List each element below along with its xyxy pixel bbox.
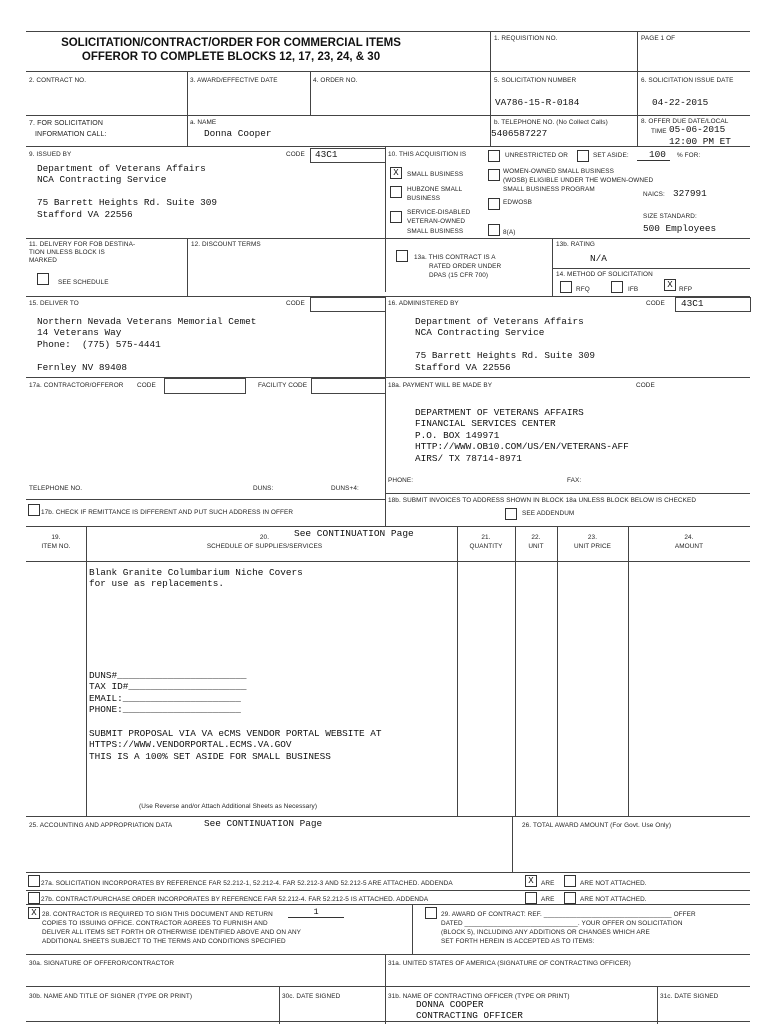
facility-code-label: FACILITY CODE — [258, 382, 308, 389]
offer-due-label: 8. OFFER DUE DATE/LOCAL — [641, 118, 729, 125]
payment-label: 18a. PAYMENT WILL BE MADE BY — [388, 382, 493, 389]
payment-line: HTTP://WWW.OB10.COM/US/EN/VETERANS-AFF — [415, 441, 629, 453]
solicitation-no: VA786-15-R-0184 — [495, 97, 580, 108]
deliver-to-address — [37, 316, 256, 373]
method-label: 14. METHOD OF SOLICITATION — [556, 271, 653, 278]
administered-by-code-label: CODE — [646, 300, 665, 307]
small-business-label: SMALL BUSINESS — [407, 171, 464, 178]
facility-code-input[interactable] — [311, 378, 386, 394]
set-aside-label: SET ASIDE: — [593, 152, 629, 159]
col-item-num: 19. — [51, 534, 61, 541]
vendor-line: DUNS#_______________________ — [89, 670, 247, 681]
rfq-label: RFQ — [576, 286, 590, 293]
rated-order-label-3: DPAS (15 CFR 700) — [429, 272, 489, 279]
col-amount-label: AMOUNT — [674, 543, 704, 550]
administered-by-code: 43C1 — [681, 298, 704, 309]
time-label: TIME — [651, 128, 667, 135]
naics-label: NAICS: — [643, 191, 665, 198]
sdvosb-label-2: VETERAN-OWNED — [407, 218, 466, 225]
clause-27a-are: ARE — [541, 880, 555, 887]
col-price-num: 23. — [587, 534, 598, 541]
addendum-label: SEE ADDENDUM — [522, 510, 575, 517]
rating-label: 13b. RATING — [556, 241, 595, 248]
form-title-line2: OFFEROR TO COMPLETE BLOCKS 12, 17, 23, 24, & 30 — [81, 51, 381, 63]
size-standard-label: SIZE STANDARD: — [643, 213, 697, 220]
invoice-label: 18b. SUBMIT INVOICES TO ADDRESS SHOWN IN BLOCK 18a UNLESS BLOCK BELOW IS CHECKED — [388, 497, 697, 504]
rating-value: N/A — [590, 253, 607, 264]
issued-by-code: 43C1 — [315, 149, 338, 160]
description-line: for use as replacements. — [89, 578, 225, 590]
issued-by-line: Stafford VA 22556 — [37, 208, 133, 220]
info-call-label-1: 7. FOR SOLICITATION — [29, 120, 103, 127]
contractor-code-label: CODE — [137, 382, 156, 389]
issue-date-label: 6. SOLICITATION ISSUE DATE — [641, 77, 734, 84]
contractor-date-label: 30c. DATE SIGNED — [282, 993, 341, 1000]
eight-a-checkbox[interactable] — [488, 224, 500, 236]
hubzone-label-1: HUBZONE SMALL — [407, 186, 463, 193]
sdvosb-label-1: SERVICE-DISABLED — [407, 209, 471, 216]
reverse-note: (Use Reverse and/or Attach Additional Sheets as Necessary) — [139, 803, 318, 810]
item-description — [89, 567, 303, 590]
hubzone-checkbox[interactable] — [390, 186, 402, 198]
rated-order-label-1: 13a. THIS CONTRACT IS A — [414, 254, 496, 261]
col-schedule-label: SCHEDULE OF SUPPLIES/SERVICES — [206, 543, 323, 550]
requisition-no-label: 1. REQUISITION NO. — [494, 35, 558, 42]
deliver-to-code-label: CODE — [286, 300, 305, 307]
administered-by-label: 16. ADMINISTERED BY — [388, 300, 459, 307]
rated-order-checkbox[interactable] — [396, 250, 408, 262]
clause-27b-are: ARE — [541, 896, 555, 903]
due-date: 05-06-2015 — [669, 124, 726, 135]
contract-no-label: 2. CONTRACT NO. — [29, 77, 87, 84]
administered-by-line: Department of Veterans Affairs — [415, 316, 584, 327]
delivery-label-1: 11. DELIVERY FOR FOB DESTINA- — [29, 241, 136, 248]
set-aside-checkbox[interactable] — [577, 150, 589, 162]
officer-title: CONTRACTING OFFICER — [416, 1010, 523, 1021]
administered-by-line: 75 Barrett Heights Rd. Suite 309 — [415, 350, 596, 362]
block29-line2: DATED _______________________________. YOUR OFFER ON SOLICITATION — [441, 920, 683, 927]
discount-terms-label: 12. DISCOUNT TERMS — [191, 241, 261, 248]
contractor-code-input[interactable] — [164, 378, 246, 394]
col-amount-num: 24. — [684, 534, 694, 541]
issue-date: 04-22-2015 — [652, 97, 709, 108]
administered-by-line: NCA Contracting Service — [415, 327, 545, 339]
block28-line4: ADDITIONAL SHEETS SUBJECT TO THE TERMS AND CONDITIONS SPECIFIED — [42, 938, 286, 945]
payment-fax-label: FAX: — [567, 477, 582, 484]
clause-27b: 27b. CONTRACT/PURCHASE ORDER INCORPORATES BY REFERENCE FAR 52.212-4. FAR 52.212-5 IS ATTACHED. ADDENDA — [41, 896, 429, 903]
block29-line3: (BLOCK 5), INCLUDING ANY ADDITIONS OR CHANGES WHICH ARE — [441, 929, 650, 936]
administered-by-address — [415, 316, 595, 373]
vendor-line: TAX ID#_____________________ — [89, 681, 247, 693]
see-schedule-checkbox[interactable] — [37, 273, 49, 285]
block28-line2: COPIES TO ISSUING OFFICE. CONTRACTOR AGREES TO FURNISH AND — [42, 920, 268, 927]
vendor-line: PHONE:_____________________ — [89, 704, 241, 716]
signer-name-label: 30b. NAME AND TITLE OF SIGNER (TYPE OR PRINT) — [29, 993, 193, 1000]
eight-a-label: 8(A) — [503, 229, 516, 236]
block28-line1: 28. CONTRACTOR IS REQUIRED TO SIGN THIS DOCUMENT AND RETURN — [42, 911, 273, 918]
clause-27a-are-checkbox[interactable]: X — [525, 875, 537, 887]
payment-line: DEPARTMENT OF VETERANS AFFAIRS — [415, 407, 584, 418]
form-title-line1: SOLICITATION/CONTRACT/ORDER FOR COMMERCIAL ITEMS — [61, 37, 401, 49]
deliver-to-line — [37, 350, 256, 361]
phone-label: b. TELEPHONE NO. (No Collect Calls) — [494, 119, 608, 126]
officer-name-label: 31b. NAME OF CONTRACTING OFFICER (TYPE OR PRINT) — [388, 993, 570, 1000]
solicitation-no-label: 5. SOLICITATION NUMBER — [494, 77, 577, 84]
clause-27b-checkbox[interactable] — [28, 892, 40, 904]
clause-27b-are-checkbox[interactable] — [525, 892, 537, 904]
col-item-label: ITEM NO. — [41, 543, 71, 550]
administered-by-line — [415, 339, 595, 350]
issued-by-line: 75 Barrett Heights Rd. Suite 309 — [37, 197, 218, 209]
sdvosb-checkbox[interactable] — [390, 211, 402, 223]
description-line: Blank Granite Columbarium Niche Covers — [89, 567, 303, 578]
issued-by-label: 9. ISSUED BY — [29, 151, 72, 158]
set-aside-percent: 100 — [637, 149, 670, 161]
block29-line1: 29. AWARD OF CONTRACT: REF. ___________________________________ OFFER — [441, 911, 696, 918]
contact-phone: 5406587227 — [491, 128, 548, 139]
portal-line: SUBMIT PROPOSAL VIA VA eCMS VENDOR PORTAL WEBSITE AT — [89, 728, 382, 739]
portal-line: HTTPS://WWW.VENDORPORTAL.ECMS.VA.GOV — [89, 739, 292, 751]
wosb-label-2: (WOSB) ELIGIBLE UNDER THE WOMEN-OWNED — [503, 177, 654, 184]
administered-by-line: Stafford VA 22556 — [415, 361, 511, 373]
vendor-line: EMAIL:_____________________ — [89, 692, 241, 704]
officer-date-label: 31c. DATE SIGNED — [660, 993, 719, 1000]
size-standard: 500 Employees — [643, 223, 717, 234]
issued-by-line: NCA Contracting Service — [37, 174, 167, 186]
schedule-continuation: See CONTINUATION Page — [294, 528, 414, 539]
remittance-checkbox[interactable] — [28, 504, 40, 516]
deliver-to-label: 15. DELIVER TO — [29, 300, 79, 307]
issued-by-line: Department of Veterans Affairs — [37, 163, 206, 174]
issued-by-code-label: CODE — [286, 151, 305, 158]
issued-by-address — [37, 163, 217, 220]
deliver-to-line: 14 Veterans Way — [37, 327, 122, 339]
clause-27a-are-not: ARE NOT ATTACHED. — [580, 880, 647, 887]
contractor-label: 17a. CONTRACTOR/OFFEROR — [29, 382, 124, 389]
rfp-label: RFP — [679, 286, 693, 293]
wosb-label-3: SMALL BUSINESS PROGRAM — [503, 186, 595, 193]
remittance-label: 17b. CHECK IF REMITTANCE IS DIFFERENT AND PUT SUCH ADDRESS IN OFFER — [41, 509, 294, 516]
col-schedule-num: 20. — [259, 534, 270, 541]
col-qty-num: 21. — [481, 534, 491, 541]
payment-line: FINANCIAL SERVICES CENTER — [415, 418, 556, 430]
block28-checkbox[interactable]: X — [28, 907, 40, 919]
ifb-checkbox[interactable] — [611, 281, 623, 293]
unrestricted-checkbox[interactable] — [488, 150, 500, 162]
clause-27b-are-not: ARE NOT ATTACHED. — [580, 896, 647, 903]
delivery-label-2: TION UNLESS BLOCK IS — [29, 249, 105, 256]
page-label: PAGE 1 OF — [641, 35, 676, 42]
portal-instructions — [89, 728, 382, 762]
total-award-label: 26. TOTAL AWARD AMOUNT (For Govt. Use Only) — [522, 822, 672, 829]
delivery-label-3: MARKED — [29, 257, 57, 264]
ifb-label: IFB — [628, 286, 639, 293]
wosb-checkbox[interactable] — [488, 169, 500, 181]
deliver-to-line: Northern Nevada Veterans Memorial Cemet — [37, 316, 257, 327]
clause-27a: 27a. SOLICITATION INCORPORATES BY REFERENCE FAR 52.212-1, 52.212-4. FAR 52.212-3 AND 52.212-5 ARE ATTACHED. ADDENDA — [41, 880, 453, 887]
block29-line4: SET FORTH HEREIN IS ACCEPTED AS TO ITEMS: — [441, 938, 595, 945]
portal-line: THIS IS A 100% SET ASIDE FOR SMALL BUSINESS — [89, 750, 331, 762]
deliver-to-code-box — [310, 297, 386, 312]
block28-copies: 1 — [288, 907, 344, 918]
issued-by-line — [37, 186, 217, 197]
info-call-label-2: INFORMATION CALL: — [35, 131, 107, 138]
block28-line3: DELIVER ALL ITEMS SET FORTH OR OTHERWISE IDENTIFIED ABOVE AND ON ANY — [42, 929, 302, 936]
small-business-checkbox[interactable]: X — [390, 167, 402, 179]
payment-line: AIRS/ TX 78714-8971 — [415, 452, 522, 464]
clause-27a-are-not-checkbox[interactable] — [564, 875, 576, 887]
payment-phone-label: PHONE: — [388, 477, 414, 484]
addendum-checkbox[interactable] — [505, 508, 517, 520]
acquisition-label: 10. THIS ACQUISITION IS — [388, 151, 467, 158]
sdvosb-label-3: SMALL BUSINESS — [407, 228, 464, 235]
rfp-checkbox[interactable]: X — [664, 279, 676, 291]
block29-checkbox[interactable] — [425, 907, 437, 919]
deliver-to-line: Fernley NV 89408 — [37, 361, 128, 373]
see-schedule-label: SEE SCHEDULE — [58, 279, 109, 286]
vendor-info-block — [89, 670, 247, 716]
col-qty-label: QUANTITY — [469, 543, 503, 550]
payment-address — [415, 407, 629, 464]
due-time: 12:00 PM ET — [669, 136, 731, 147]
percent-for-label: % FOR: — [677, 152, 701, 159]
officer-name: DONNA COOPER — [416, 999, 484, 1010]
col-unit-num: 22. — [531, 534, 541, 541]
accounting-label: 25. ACCOUNTING AND APPROPRIATION DATA — [29, 822, 173, 829]
accounting-value: See CONTINUATION Page — [204, 818, 323, 829]
rfq-checkbox[interactable] — [560, 281, 572, 293]
clause-27b-are-not-checkbox[interactable] — [564, 892, 576, 904]
edwosb-label: EDWOSB — [503, 199, 533, 206]
hubzone-label-2: BUSINESS — [407, 195, 441, 202]
col-unit-label: UNIT — [528, 543, 544, 550]
duns4-label: DUNS+4: — [331, 485, 359, 492]
naics-code: 327991 — [673, 188, 707, 199]
duns-label: DUNS: — [253, 485, 274, 492]
telephone-label: TELEPHONE NO. — [29, 485, 83, 492]
signature-officer-label: 31a. UNITED STATES OF AMERICA (SIGNATURE OF CONTRACTING OFFICER) — [388, 960, 631, 967]
rated-order-label-2: RATED ORDER UNDER — [429, 263, 502, 270]
name-label: a. NAME — [190, 119, 217, 126]
contact-name: Donna Cooper — [204, 128, 272, 139]
award-date-label: 3. AWARD/EFFECTIVE DATE — [190, 77, 278, 84]
clause-27a-checkbox[interactable] — [28, 875, 40, 887]
payment-line: P.O. BOX 149971 — [415, 429, 500, 441]
edwosb-checkbox[interactable] — [488, 198, 500, 210]
wosb-label-1: WOMEN-OWNED SMALL BUSINESS — [503, 168, 615, 175]
signature-contractor-label: 30a. SIGNATURE OF OFFEROR/CONTRACTOR — [29, 960, 175, 967]
order-no-label: 4. ORDER NO. — [313, 77, 358, 84]
col-price-label: UNIT PRICE — [573, 543, 612, 550]
deliver-to-line: Phone: (775) 575-4441 — [37, 338, 161, 350]
unrestricted-label: UNRESTRICTED OR — [505, 152, 568, 159]
payment-code-label: CODE — [636, 382, 655, 389]
